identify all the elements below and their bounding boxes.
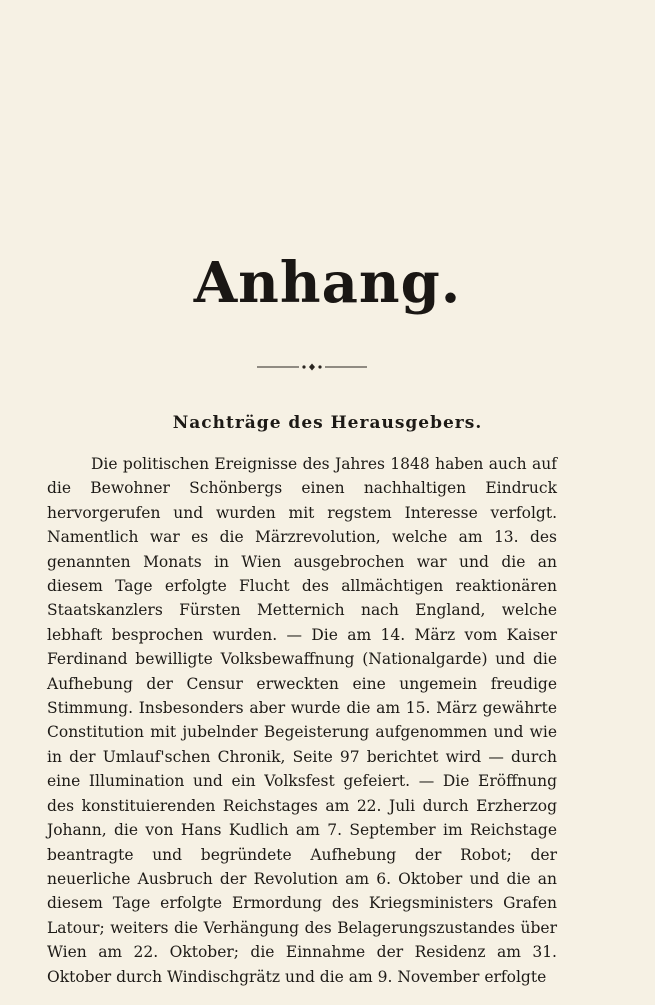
paragraph: Die politischen Ereignisse des Jahres 1848 haben auch auf die Bewohner Schönbergs einen nachhaltigen Eindruck hervorgerufen und wurden mit regstem Interesse verfolgt. Namentlich war es die Märzrevolution, welche am 13. des genannten Monats in Wien ausgebrochen war und die an diesem Tage erfolgte Flucht des allmächtigen reaktionären Staatskanzlers Fürsten Metternich nach England, welche lebhaft besprochen wurden. — Die am 14. März vom Kaiser Ferdinand bewilligte Volksbewaffnung (Nationalgarde) und die Aufhebung der Censur erweckten eine ungemein freudige Stimmung. Insbesonders aber wurde die am 15. März gewährte Constitution mit jubelnder Begeisterung aufgenommen und wie in der Umlauf'schen Chronik, Seite 97 berichtet wird — durch eine Illumination und ein Volksfest gefeiert. — Die Eröffnung des konstituierenden Reichstages am 22. Juli durch Erzherzog Johann, die von Hans Kudlich am 7. September im Reichstage beantragte und begründete Aufhebung der Robot; der neuerliche Ausbruch der Revolution am 6. Oktober und die an diesem Tage erfolgte Ermordung des Kriegsministers Grafen Latour; weiters die Verhängung des Belagerungszustandes über Wien am 22. Oktober; die Einnahme der Residenz am 31. Oktober durch Windischgrätz und die am 9. November erfolgte [47,455,557,986]
body-text [47,452,557,989]
page-title: Anhang. [193,250,462,316]
section-heading: Nachträge des Herausgebers. [172,413,483,433]
ornament-divider [257,362,367,372]
